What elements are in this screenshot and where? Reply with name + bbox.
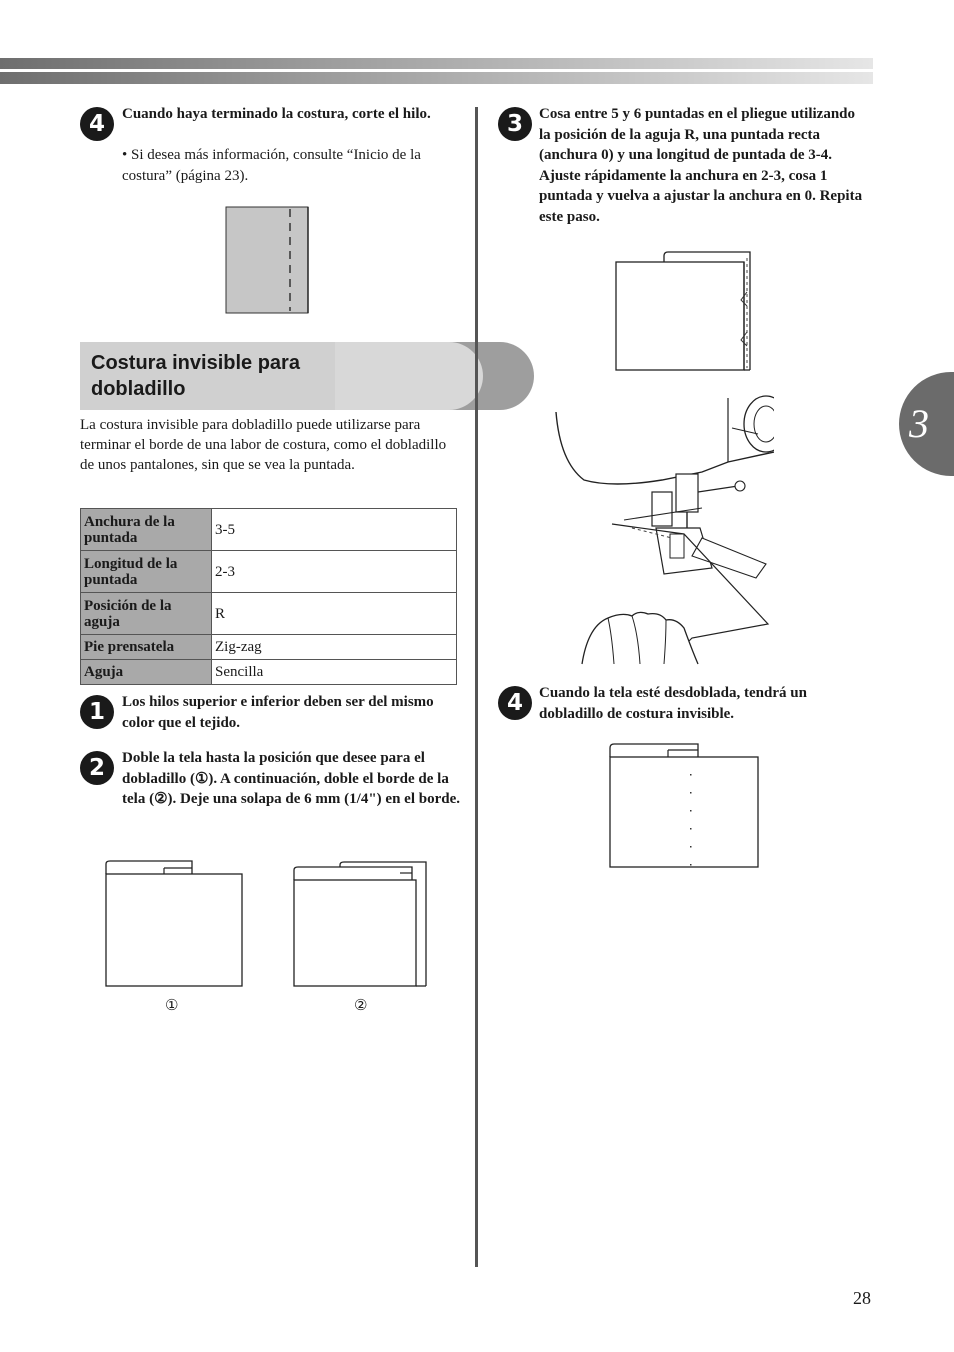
settings-table <box>80 508 457 685</box>
table-row <box>81 635 457 660</box>
table-value: 2-3 <box>212 551 457 593</box>
finished-hem-illustration <box>606 741 764 871</box>
step-2-text: Doble la tela hasta la posición que desee para el dobladillo (①). A continuación, doble el borde de la tela (②). Deje una solapa de 6 mm (1/4") en el borde. <box>122 750 460 807</box>
table-key: Aguja <box>81 660 212 685</box>
table-key: Posición de la aguja <box>81 593 212 635</box>
table-row <box>81 660 457 685</box>
table-row <box>81 551 457 593</box>
page-number: 28 <box>853 1288 871 1308</box>
step-3-text: Cosa entre 5 y 6 puntadas en el pliegue utilizando la posición de la aguja R, una puntada recta (anchura 0) y una longitud de puntada de 3-4. Ajuste rápidamente la anchura en 2-3, cosa 1 puntada y vuelva a ajustar la anchura en 0. Repita este paso. <box>539 106 863 225</box>
chapter-number: 3 <box>909 401 929 446</box>
table-key: Pie prensatela <box>81 635 212 660</box>
section-title: Costura invisible para dobladillo <box>91 352 300 400</box>
step-1-text: Los hilos superior e inferior deben ser del mismo color que el tejido. <box>122 694 434 731</box>
table-row <box>81 593 457 635</box>
table-value: Sencilla <box>212 660 457 685</box>
column-divider <box>475 107 478 1267</box>
table-value: Zig-zag <box>212 635 457 660</box>
table-row <box>81 509 457 551</box>
sewing-machine-illustration <box>552 388 774 668</box>
step-4b-text: Cuando la tela esté desdoblada, tendrá un dobladillo de costura invisible. <box>539 685 807 722</box>
stitch-illustration <box>224 205 312 315</box>
intro-paragraph: La costura invisible para dobladillo puede utilizarse para terminar el borde de una labor de costura, como el dobladillo de unos pantalones, sin que se vea la puntada. <box>80 417 447 473</box>
step-4-text: Cuando haya terminado la costura, corte el hilo. <box>122 106 431 122</box>
table-value: R <box>212 593 457 635</box>
fold-illustration-1 <box>102 858 247 992</box>
header-band <box>0 58 873 84</box>
step-4-number: 4 <box>80 107 114 141</box>
step-3-number: 3 <box>498 107 532 141</box>
reference-note: • Si desea más información, consulte “Inicio de la costura” (página 23). <box>122 147 421 184</box>
chapter-tab <box>899 372 954 476</box>
step-1-number: 1 <box>80 695 114 729</box>
table-key: Anchura de la puntada <box>81 509 212 551</box>
fold-illustration-2 <box>290 858 435 992</box>
step-4b-number: 4 <box>498 686 532 720</box>
figure-label-1: ① <box>165 996 179 1014</box>
table-value: 3-5 <box>212 509 457 551</box>
table-key: Longitud de la puntada <box>81 551 212 593</box>
section-heading <box>80 342 454 410</box>
stitched-fold-illustration <box>612 248 757 374</box>
figure-label-2: ② <box>354 996 368 1014</box>
step-2-number: 2 <box>80 751 114 785</box>
